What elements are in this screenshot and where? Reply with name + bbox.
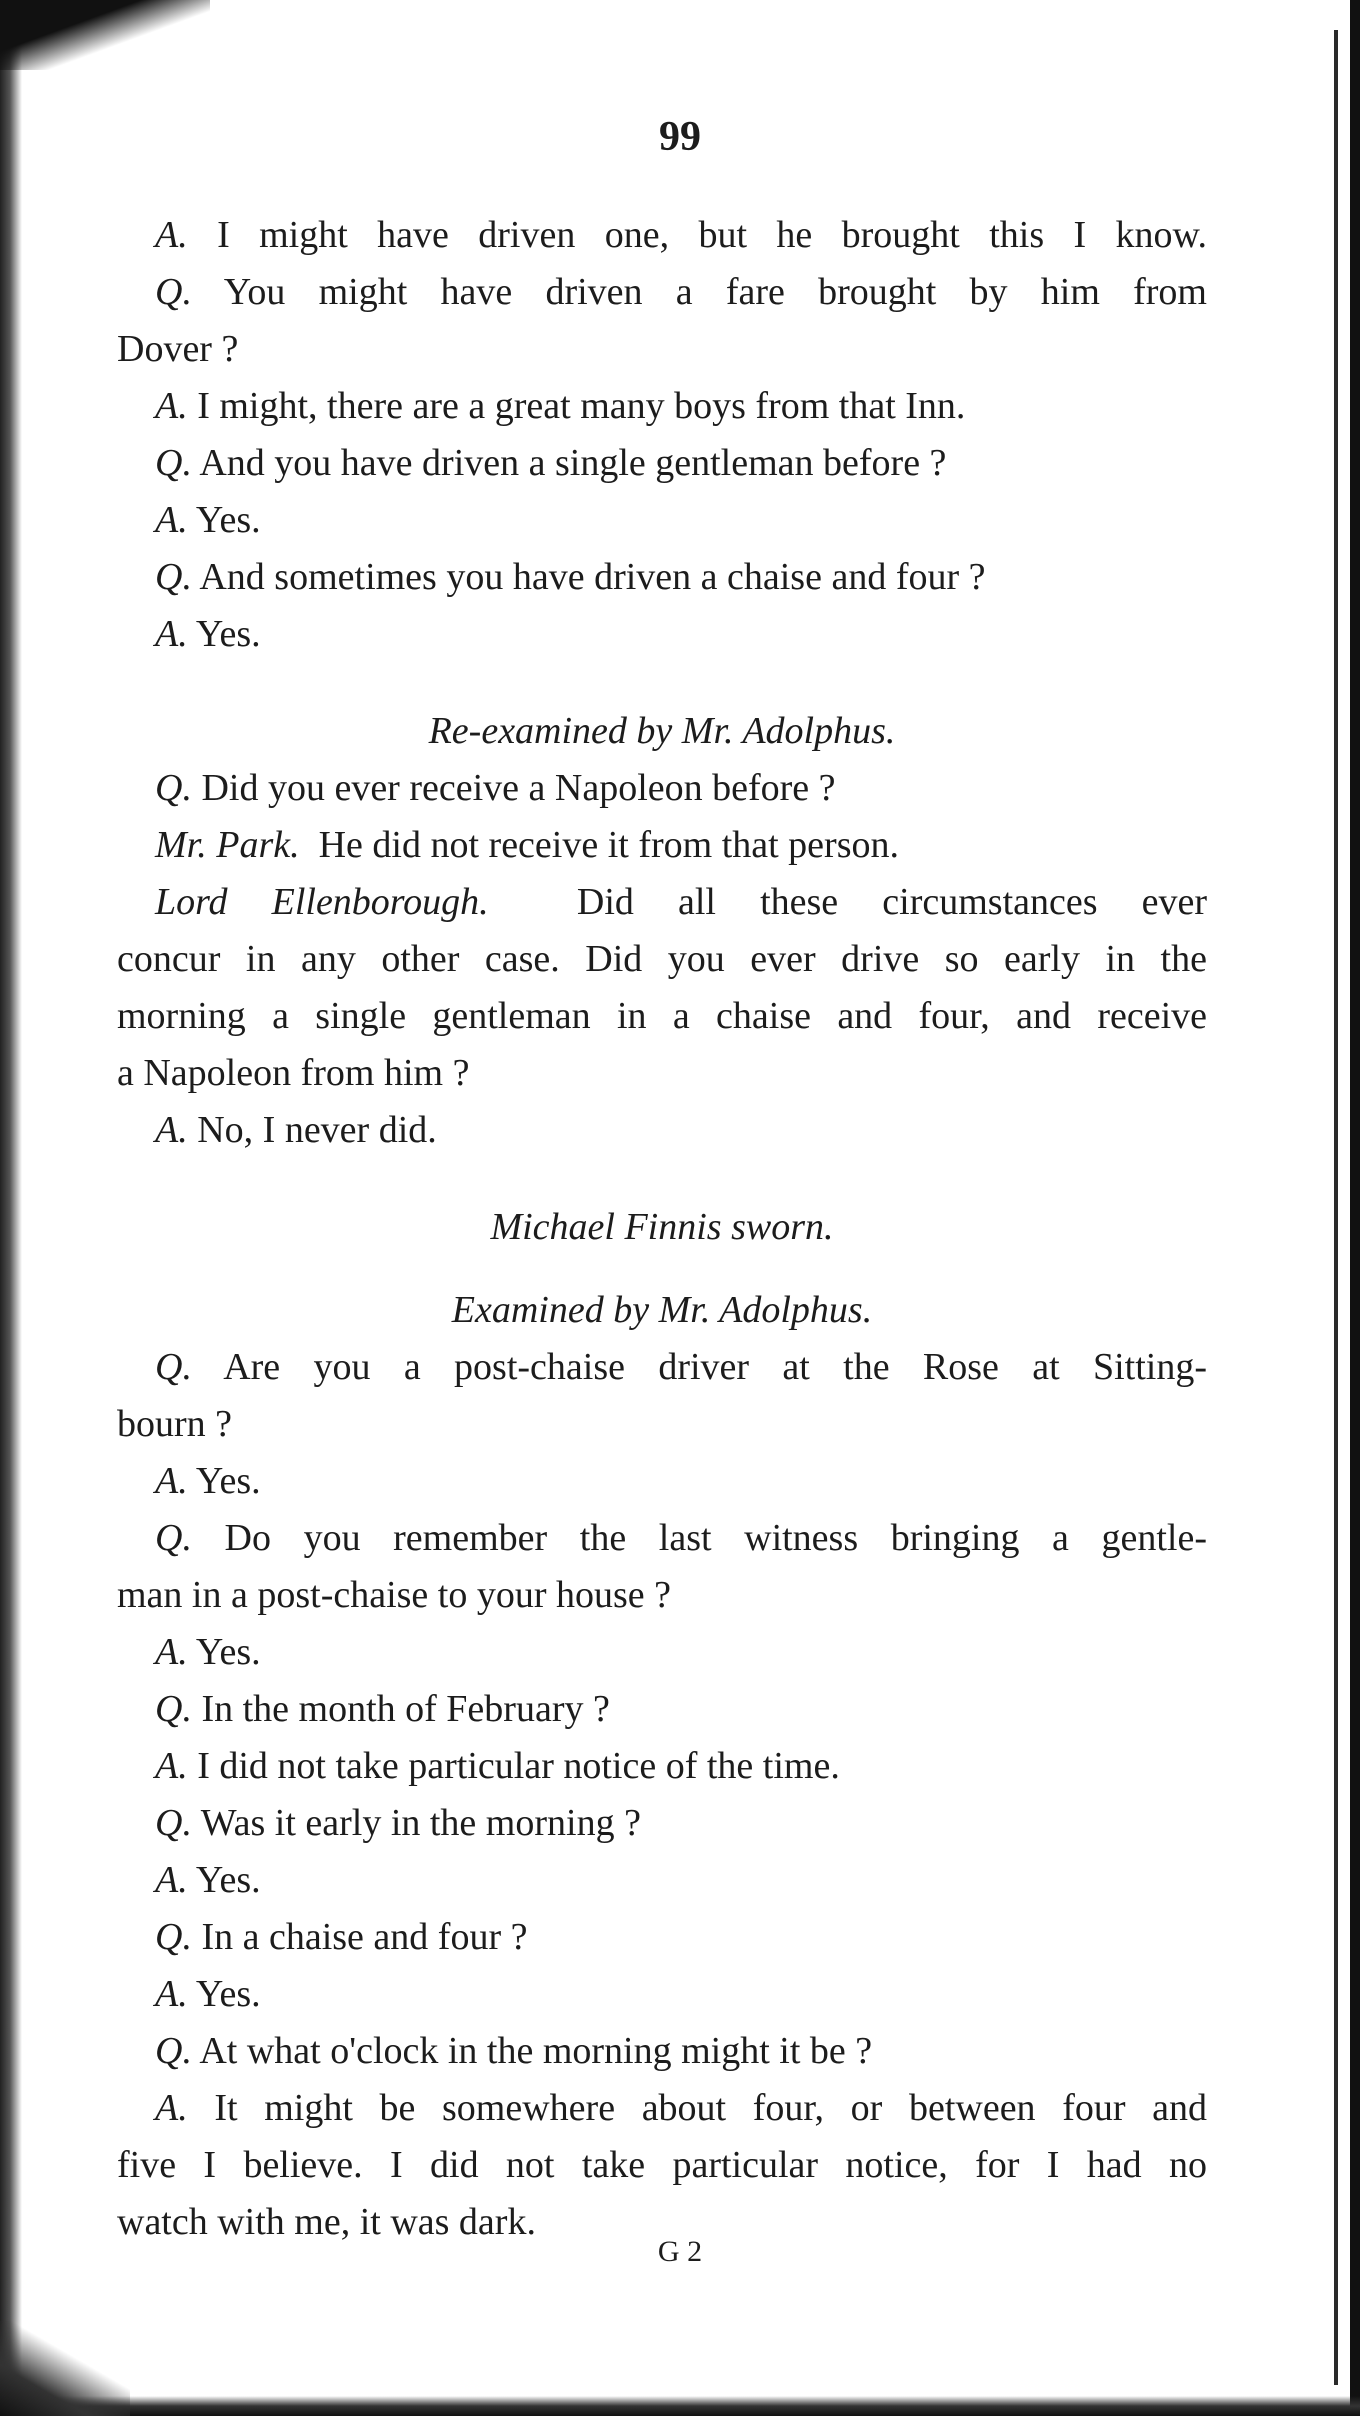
line-text: It might be somewhere about four, or between four and <box>214 2087 1207 2129</box>
line-text: And you have driven a single gentleman before ? <box>199 442 947 484</box>
speaker-label: Q. <box>155 271 192 313</box>
line-text: concur in any other case. Did you ever drive so early in the <box>117 938 1207 980</box>
text-line <box>117 264 1207 321</box>
line-text: Dover ? <box>117 328 239 370</box>
speaker-label: A. <box>155 1859 188 1901</box>
page-edge-line <box>1334 30 1338 2385</box>
line-text: Yes. <box>195 1859 261 1901</box>
speaker-label: A. <box>155 214 188 256</box>
text-line <box>117 606 1207 663</box>
text-line <box>117 1738 1207 1795</box>
text-line <box>117 435 1207 492</box>
line-text: In the month of February ? <box>201 1688 610 1730</box>
speaker-label: A. <box>155 1631 188 1673</box>
speaker-label: A. <box>155 1745 188 1787</box>
section-gap <box>117 663 1207 703</box>
line-text: I did not take particular notice of the time. <box>197 1745 840 1787</box>
text-line <box>117 1681 1207 1738</box>
section-gap <box>117 1256 1207 1282</box>
text-line <box>117 817 1207 874</box>
text-line <box>117 1795 1207 1852</box>
line-text: Was it early in the morning ? <box>200 1802 641 1844</box>
line-text: Are you a post-chaise driver at the Rose at Sitting- <box>223 1346 1208 1388</box>
text-line <box>117 378 1207 435</box>
speaker-label: Q. <box>155 556 192 598</box>
speaker-label: A. <box>155 385 188 427</box>
scan-edge-top-left <box>0 0 210 70</box>
text-line <box>117 988 1207 1045</box>
line-text: morning a single gentleman in a chaise and four, and receive <box>117 995 1207 1037</box>
speaker-label: A. <box>155 1109 188 1151</box>
speaker-label: Q. <box>155 1802 192 1844</box>
witness-heading: Michael Finnis sworn. <box>490 1206 834 1248</box>
text-line <box>117 874 1207 931</box>
text-line <box>117 1852 1207 1909</box>
text-line <box>117 1567 1207 1624</box>
line-text: Did all these circumstances ever <box>576 881 1207 923</box>
line-text: And sometimes you have driven a chaise and four ? <box>199 556 986 598</box>
text-line <box>117 2080 1207 2137</box>
speaker-label: A. <box>155 1973 188 2015</box>
line-text: Yes. <box>195 499 261 541</box>
speaker-label: A. <box>155 613 188 655</box>
text-line <box>117 321 1207 378</box>
scan-edge-left <box>0 0 22 2416</box>
text-line <box>117 492 1207 549</box>
speaker-label: Q. <box>155 1688 192 1730</box>
speaker-label: Mr. Park. <box>155 824 300 866</box>
line-text: Yes. <box>195 1460 261 1502</box>
text-line <box>117 549 1207 606</box>
text-line <box>117 1045 1207 1102</box>
text-line <box>117 1102 1207 1159</box>
section-heading: Re-examined by Mr. Adolphus. <box>428 710 896 752</box>
line-text: I might, there are a great many boys from that Inn. <box>197 385 966 427</box>
text-line <box>117 2023 1207 2080</box>
text-line <box>117 2137 1207 2194</box>
line-text: five I believe. I did not take particular notice, for I had no <box>117 2144 1207 2186</box>
speaker-label: Q. <box>155 2030 192 2072</box>
text-line <box>117 207 1207 264</box>
speaker-label: Lord Ellenborough. <box>155 881 489 923</box>
line-text: Yes. <box>195 1973 261 2015</box>
speaker-label: A. <box>155 499 188 541</box>
transcript-text <box>117 207 1207 2251</box>
line-text: bourn ? <box>117 1403 233 1445</box>
speaker-label: A. <box>155 2087 188 2129</box>
line-text: man in a post-chaise to your house ? <box>117 1574 672 1616</box>
speaker-label: Q. <box>155 767 192 809</box>
line-text: Did you ever receive a Napoleon before ? <box>201 767 836 809</box>
text-line <box>117 931 1207 988</box>
section-gap <box>117 1159 1207 1199</box>
line-text: I might have driven one, but he brought this I know. <box>217 214 1208 256</box>
speaker-label: A. <box>155 1460 188 1502</box>
text-line <box>117 1396 1207 1453</box>
scan-edge-bottom <box>0 2396 1360 2416</box>
scan-edge-bottom-left <box>0 2321 130 2416</box>
text-line <box>117 1624 1207 1681</box>
line-text: No, I never did. <box>197 1109 437 1151</box>
text-line <box>117 1510 1207 1567</box>
section-heading: Examined by Mr. Adolphus. <box>451 1289 873 1331</box>
text-line <box>117 1909 1207 1966</box>
speaker-label: Q. <box>155 442 192 484</box>
line-text: At what o'clock in the morning might it be ? <box>199 2030 873 2072</box>
speaker-label: Q. <box>155 1517 192 1559</box>
speaker-label: Q. <box>155 1346 192 1388</box>
page-number: 99 <box>659 114 701 160</box>
text-line <box>117 760 1207 817</box>
line-text: Do you remember the last witness bringing a gentle- <box>224 1517 1208 1559</box>
text-line <box>117 1339 1207 1396</box>
line-text: He did not receive it from that person. <box>318 824 899 866</box>
line-text: a Napoleon from him ? <box>117 1052 470 1094</box>
signature-mark: G 2 <box>657 2235 703 2268</box>
line-text: You might have driven a fare brought by him from <box>223 271 1207 313</box>
text-line <box>117 1453 1207 1510</box>
line-text: Yes. <box>195 613 261 655</box>
line-text: watch with me, it was dark. <box>117 2201 536 2243</box>
line-text: Yes. <box>195 1631 261 1673</box>
scan-edge-right <box>1350 0 1360 2416</box>
line-text: In a chaise and four ? <box>201 1916 528 1958</box>
text-line <box>117 1966 1207 2023</box>
speaker-label: Q. <box>155 1916 192 1958</box>
